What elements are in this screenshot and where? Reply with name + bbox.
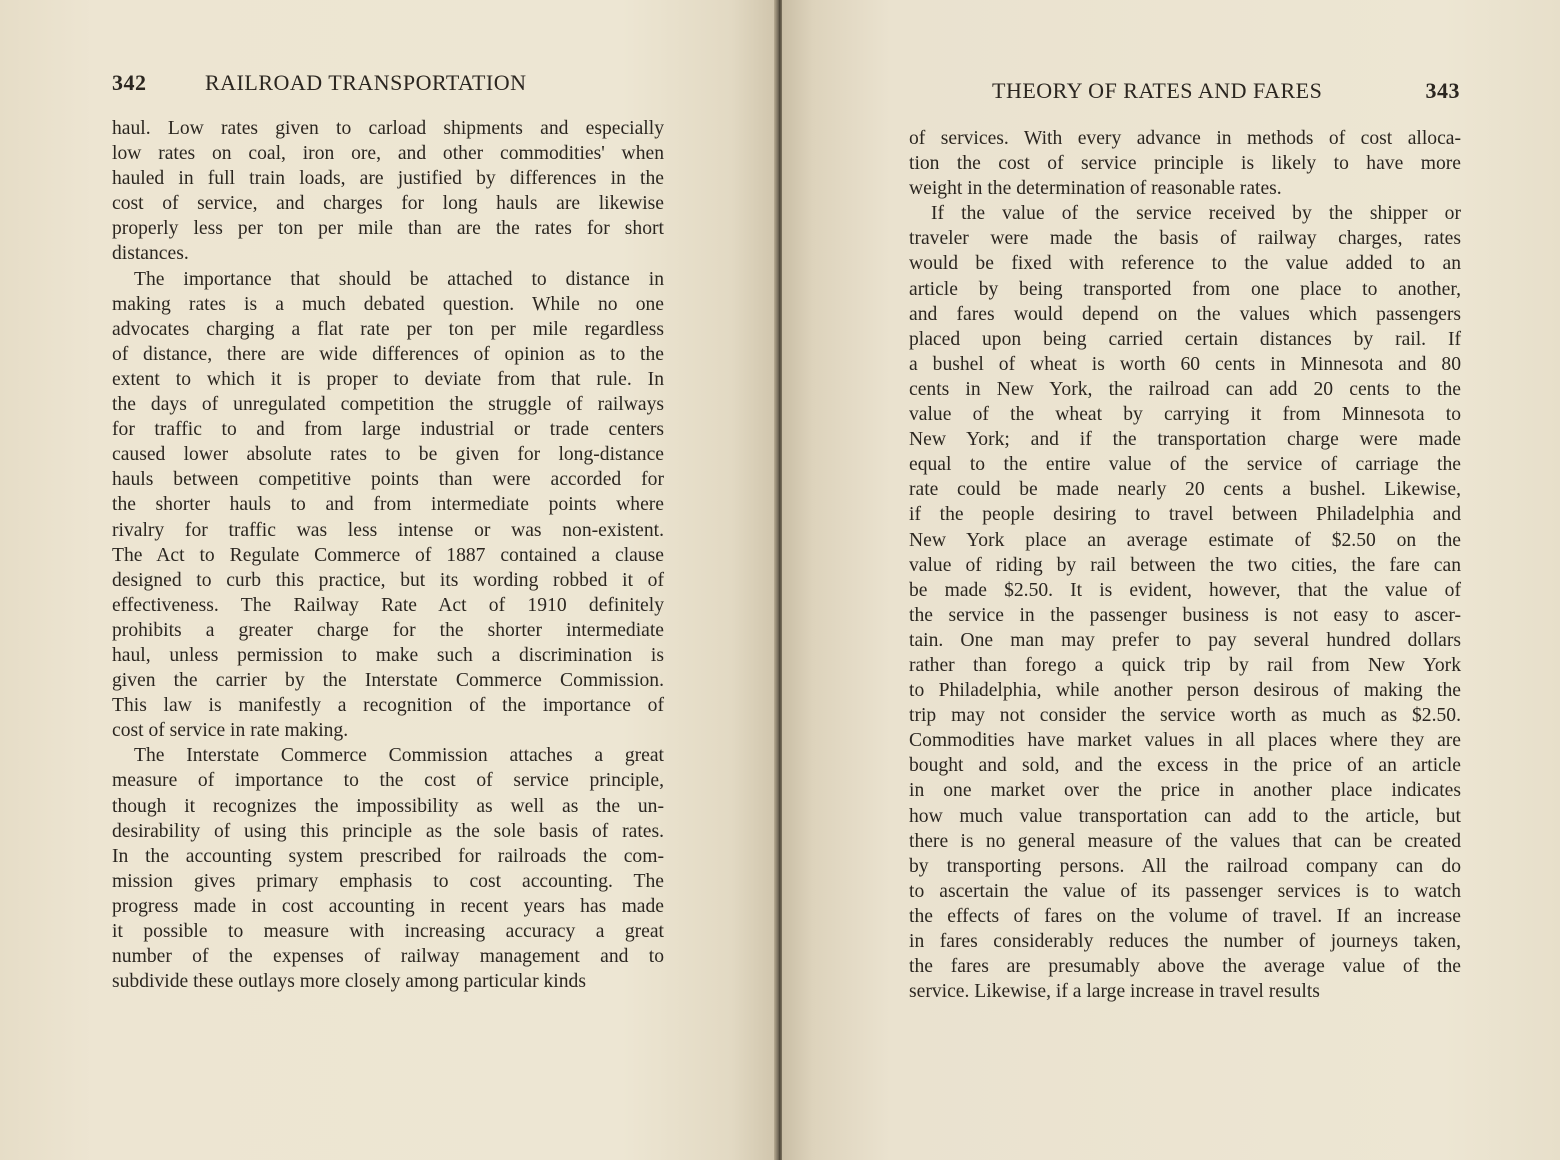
text-line: article by being transported from one place to another, bbox=[909, 278, 1461, 300]
text-line: hauls between competitive points than were accorded for bbox=[112, 469, 664, 491]
text-line: Commodities have market values in all places where they are bbox=[909, 730, 1461, 752]
text-line: making rates is a much debated question. While no one bbox=[112, 293, 664, 315]
text-line: would be fixed with reference to the value added to an bbox=[909, 253, 1461, 275]
text-line: mission gives primary emphasis to cost accounting. The bbox=[112, 870, 664, 892]
text-line: The importance that should be attached to distance in bbox=[134, 268, 664, 290]
text-line: effectiveness. The Railway Rate Act of 1910 definitely bbox=[112, 594, 664, 616]
text-line: rate could be made nearly 20 cents a bushel. Likewise, bbox=[909, 479, 1461, 501]
text-line: distances. bbox=[112, 243, 189, 265]
text-line: The Act to Regulate Commerce of 1887 contained a clause bbox=[112, 544, 664, 566]
text-line: traveler were made the basis of railway charges, rates bbox=[909, 228, 1461, 250]
text-line: subdivide these outlays more closely among particular kinds bbox=[112, 971, 586, 993]
right-page-number: 343 bbox=[1425, 78, 1460, 103]
text-line: measure of importance to the cost of service principle, bbox=[112, 770, 664, 792]
text-line: haul, unless permission to make such a discrimination is bbox=[112, 644, 664, 666]
text-line: The Interstate Commerce Commission attaches a great bbox=[134, 745, 664, 767]
text-line: desirability of using this principle as the sole basis of rates. bbox=[112, 820, 664, 842]
text-line: extent to which it is proper to deviate from that rule. In bbox=[112, 368, 664, 390]
text-line: properly less per ton per mile than are the rates for short bbox=[112, 218, 664, 240]
text-line: given the carrier by the Interstate Commerce Commission. bbox=[112, 670, 664, 692]
text-line: the shorter hauls to and from intermediate points where bbox=[112, 494, 664, 516]
text-line: trip may not consider the service worth as much as $2.50. bbox=[909, 705, 1461, 727]
text-line: the service in the passenger business is not easy to ascer- bbox=[909, 604, 1461, 626]
text-line: haul. Low rates given to carload shipments and especially bbox=[112, 118, 664, 139]
left-page bbox=[0, 0, 778, 1160]
left-page-number: 342 bbox=[112, 70, 147, 95]
text-line: tain. One man may prefer to pay several hundred dollars bbox=[909, 629, 1461, 651]
text-line: if the people desiring to travel between Philadelphia and bbox=[909, 504, 1461, 526]
text-line: cost of service, and charges for long hauls are likewise bbox=[112, 193, 664, 215]
right-body-text bbox=[909, 126, 1461, 1004]
text-line: value of the wheat by carrying it from Minnesota to bbox=[909, 404, 1461, 426]
text-line: designed to curb this practice, but its wording robbed it of bbox=[112, 569, 664, 591]
text-line: weight in the determination of reasonable rates. bbox=[909, 178, 1282, 200]
text-line: value of riding by rail between the two cities, the fare can bbox=[909, 554, 1461, 576]
text-line: low rates on coal, iron ore, and other commodities' when bbox=[112, 143, 664, 165]
text-line: by transporting persons. All the railroad company can do bbox=[909, 855, 1461, 877]
text-line: the fares are presumably above the average value of the bbox=[909, 956, 1461, 978]
text-line: bought and sold, and the excess in the price of an article bbox=[909, 755, 1461, 777]
right-running-head-title: THEORY OF RATES AND FARES bbox=[992, 78, 1323, 103]
text-line: placed upon being carried certain distances by rail. If bbox=[909, 328, 1461, 350]
text-line: in fares considerably reduces the number of journeys taken, bbox=[909, 931, 1461, 952]
text-line: advocates charging a flat rate per ton per mile regardless bbox=[112, 318, 664, 340]
text-line: though it recognizes the impossibility as well as the un- bbox=[112, 795, 664, 817]
text-line: prohibits a greater charge for the shorter intermediate bbox=[112, 619, 664, 641]
text-line: service. Likewise, if a large increase in travel results bbox=[909, 981, 1320, 1003]
text-line: to Philadelphia, while another person desirous of making the bbox=[909, 680, 1461, 702]
text-line: how much value transportation can add to the article, but bbox=[909, 805, 1461, 827]
text-line: in one market over the price in another place indicates bbox=[909, 780, 1461, 802]
text-line: hauled in full train loads, are justified by differences in the bbox=[112, 168, 664, 190]
text-line: equal to the entire value of the service of carriage the bbox=[909, 454, 1461, 476]
text-line: rather than forego a quick trip by rail from New York bbox=[909, 654, 1461, 676]
text-line: cents in New York, the railroad can add 20 cents to the bbox=[909, 378, 1461, 400]
text-line: the effects of fares on the volume of travel. If an increase bbox=[909, 905, 1461, 927]
text-line: of distance, there are wide differences of opinion as to the bbox=[112, 343, 664, 365]
text-line: of services. With every advance in methods of cost alloca- bbox=[909, 128, 1461, 149]
text-line: be made $2.50. It is evident, however, that the value of bbox=[909, 579, 1461, 601]
text-line: New York place an average estimate of $2.50 on the bbox=[909, 529, 1461, 551]
text-line: caused lower absolute rates to be given for long-distance bbox=[112, 444, 664, 466]
text-line: and fares would depend on the values which passengers bbox=[909, 303, 1461, 325]
text-line: a bushel of wheat is worth 60 cents in Minnesota and 80 bbox=[909, 353, 1461, 375]
text-line: This law is manifestly a recognition of the importance of bbox=[112, 695, 664, 717]
text-line: New York; and if the transportation charge were made bbox=[909, 429, 1461, 451]
text-line: number of the expenses of railway management and to bbox=[112, 946, 664, 968]
text-line: In the accounting system prescribed for railroads the com- bbox=[112, 845, 664, 867]
text-line: tion the cost of service principle is likely to have more bbox=[909, 153, 1461, 175]
text-line: for traffic to and from large industrial or trade centers bbox=[112, 419, 664, 441]
text-line: the days of unregulated competition the struggle of railways bbox=[112, 394, 664, 416]
left-running-head-title: RAILROAD TRANSPORTATION bbox=[205, 70, 527, 95]
text-line: to ascertain the value of its passenger services is to watch bbox=[909, 880, 1461, 902]
text-line: it possible to measure with increasing accuracy a great bbox=[112, 921, 664, 942]
text-line: If the value of the service received by the shipper or bbox=[931, 203, 1461, 225]
text-line: there is no general measure of the values that can be created bbox=[909, 830, 1461, 852]
text-line: cost of service in rate making. bbox=[112, 720, 349, 742]
right-page bbox=[782, 0, 1560, 1160]
left-body-text bbox=[112, 116, 664, 994]
text-line: progress made in cost accounting in recent years has made bbox=[112, 895, 664, 917]
text-line: rivalry for traffic was less intense or was non-existent. bbox=[112, 519, 664, 541]
